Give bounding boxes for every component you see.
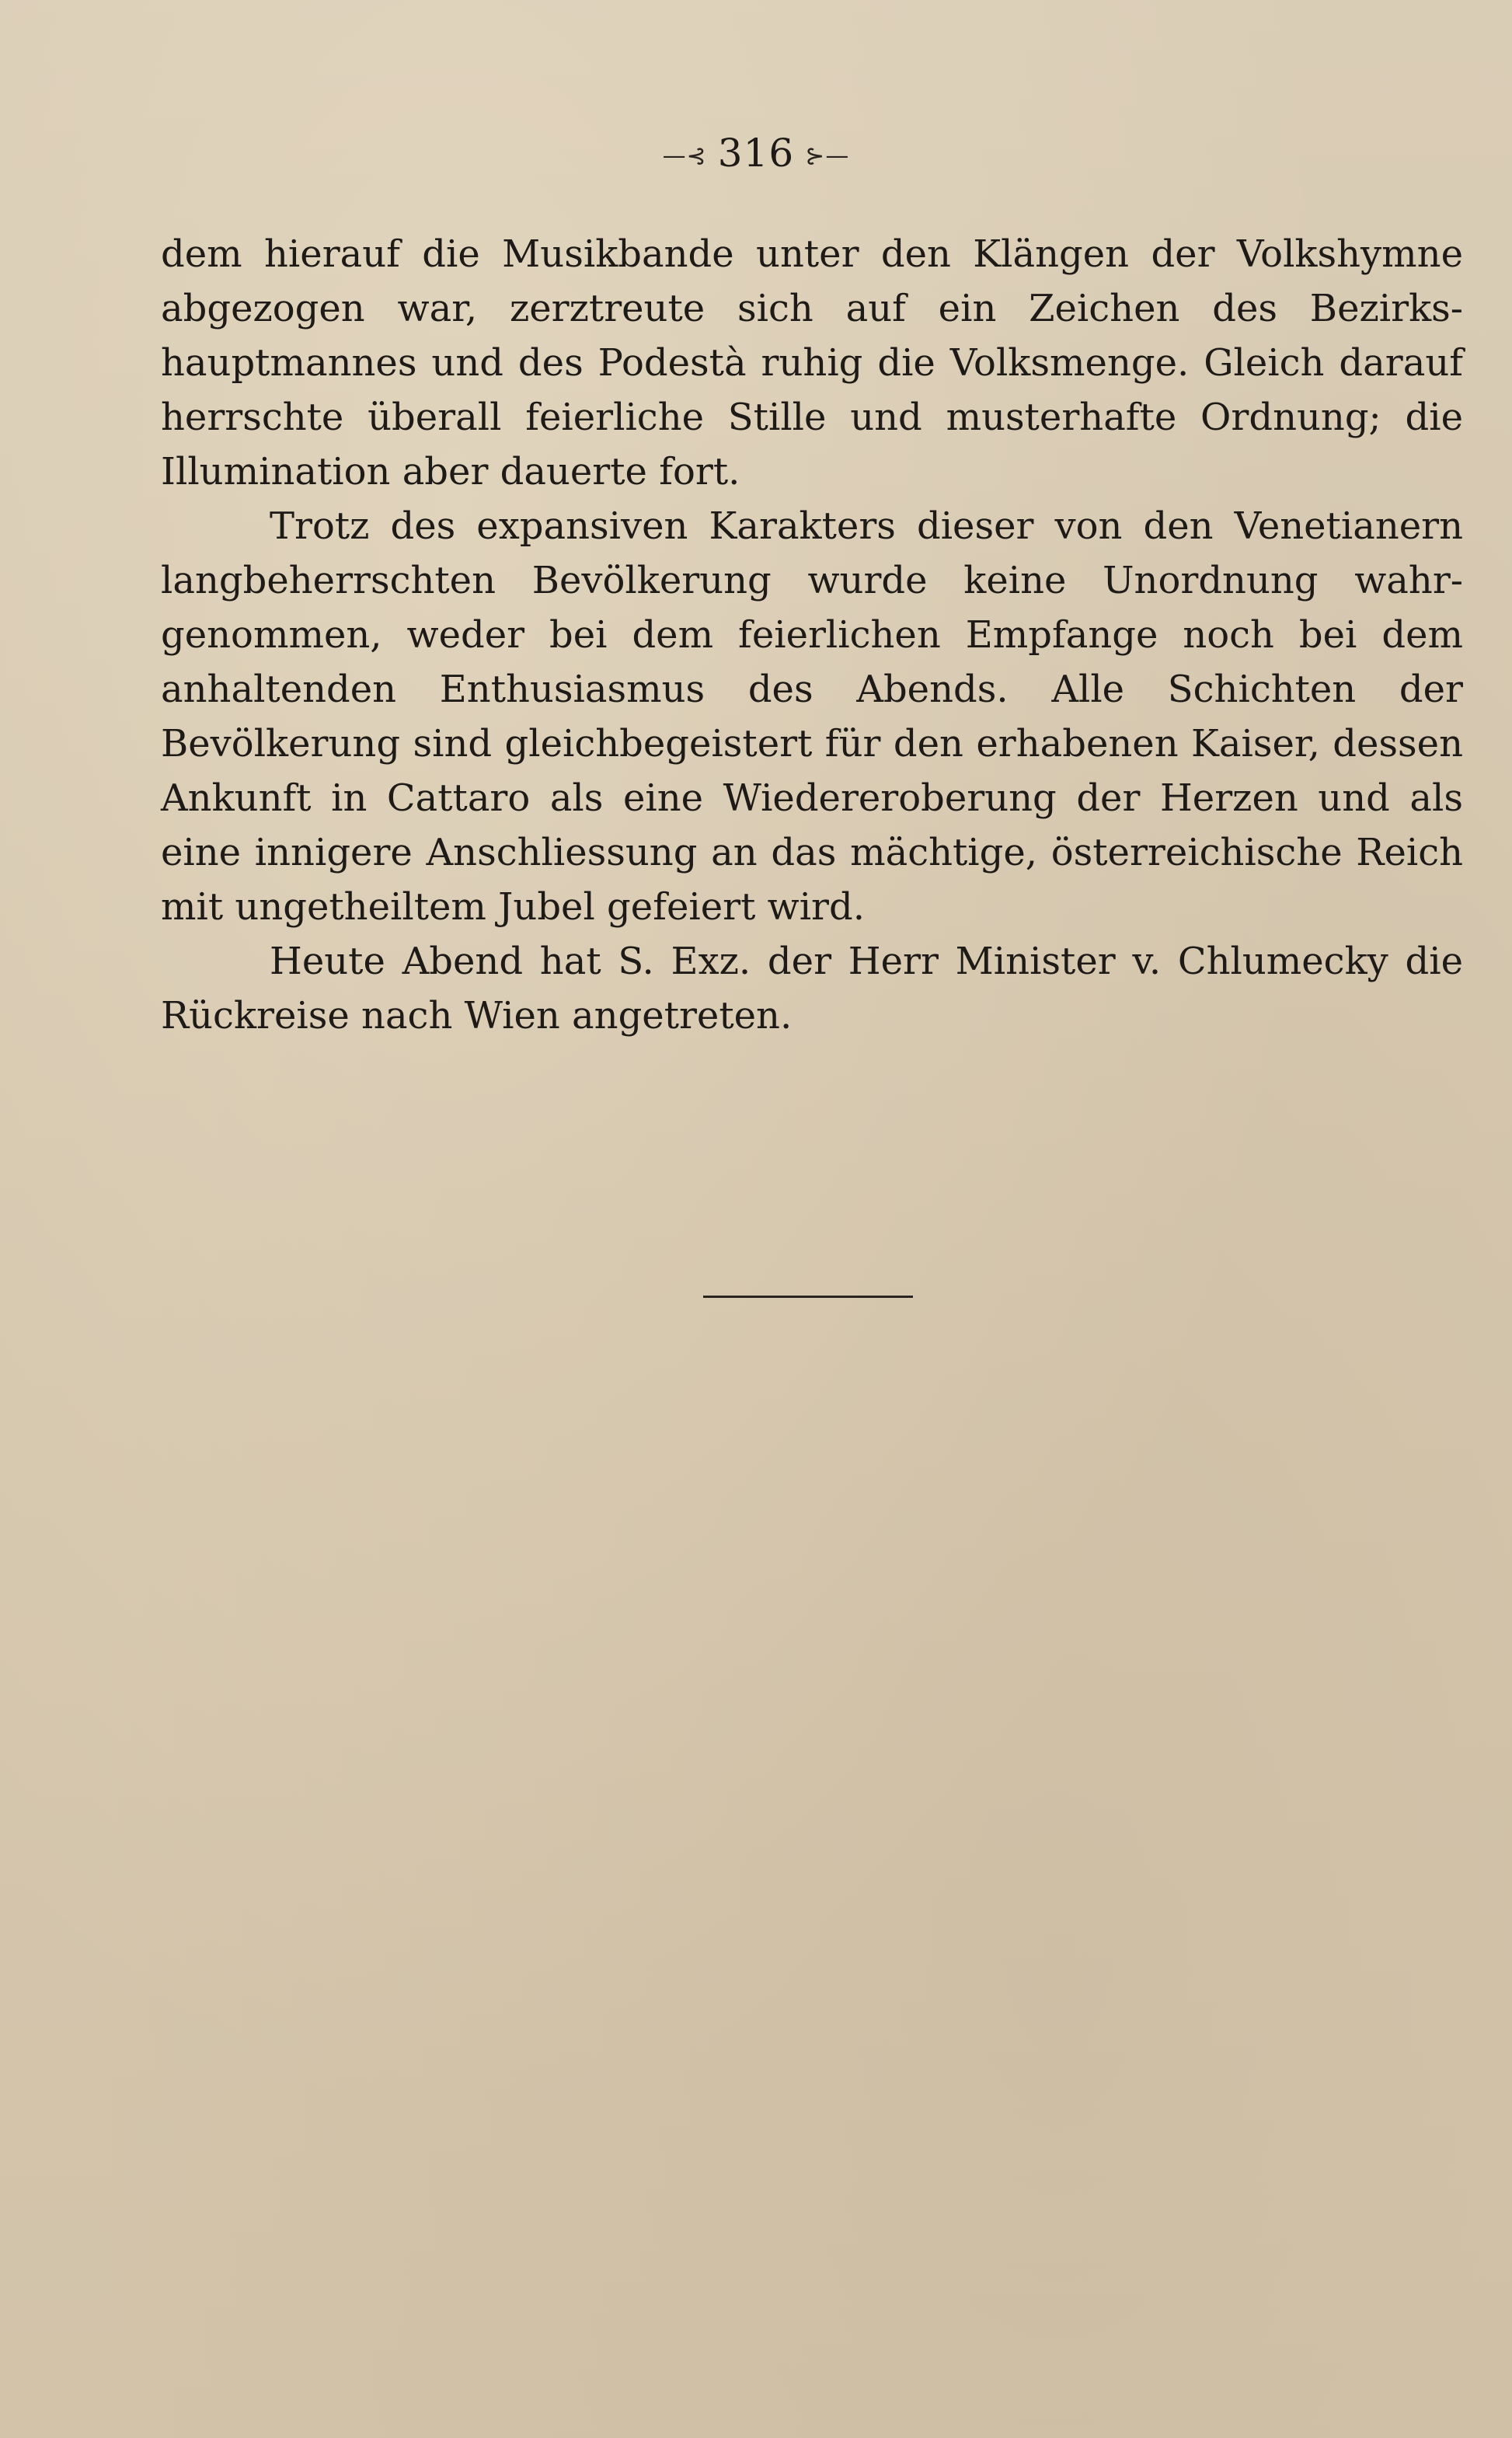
paragraph-3: Heute Abend hat S. Exz. der Herr Minister v. Chlumecky die Rückreise nach Wien angetreten.: [161, 940, 1463, 1038]
body-text: [161, 227, 1463, 1043]
page-header: [0, 131, 1512, 176]
paragraph-1: dem hierauf die Musikbande unter den Klängen der Volkshymne abgezogen war, zerztreute sich auf ein Zeichen des Bezirkshauptmannes und des Podestà ruhig die Volksmenge. Gleich darauf herrschte überall feierliche Stille und musterhafte Ordnung; die Illumination aber dauerte fort.: [161, 232, 1463, 494]
section-end-rule: [703, 1296, 913, 1298]
page-number: 316: [717, 131, 795, 176]
ornament-left: —⊰: [662, 142, 707, 170]
ornament-right: ⊱—: [805, 142, 850, 170]
paragraph-2: Trotz des expansiven Karakters dieser von den Venetianern langbeherrschten Bevölkerung wurde keine Unordnung wahrgenommen, weder bei dem feierlichen Empfange noch bei dem anhaltenden Enthusiasmus des Abends. Alle Schichten der Bevölkerung sind gleichbegeistert für den erhabenen Kaiser, dessen Ankunft in Cattaro als eine Wiedereroberung der Herzen und als eine innigere Anschliessung an das mächtige, österreichische Reich mit ungetheiltem Jubel gefeiert wird.: [161, 504, 1463, 929]
